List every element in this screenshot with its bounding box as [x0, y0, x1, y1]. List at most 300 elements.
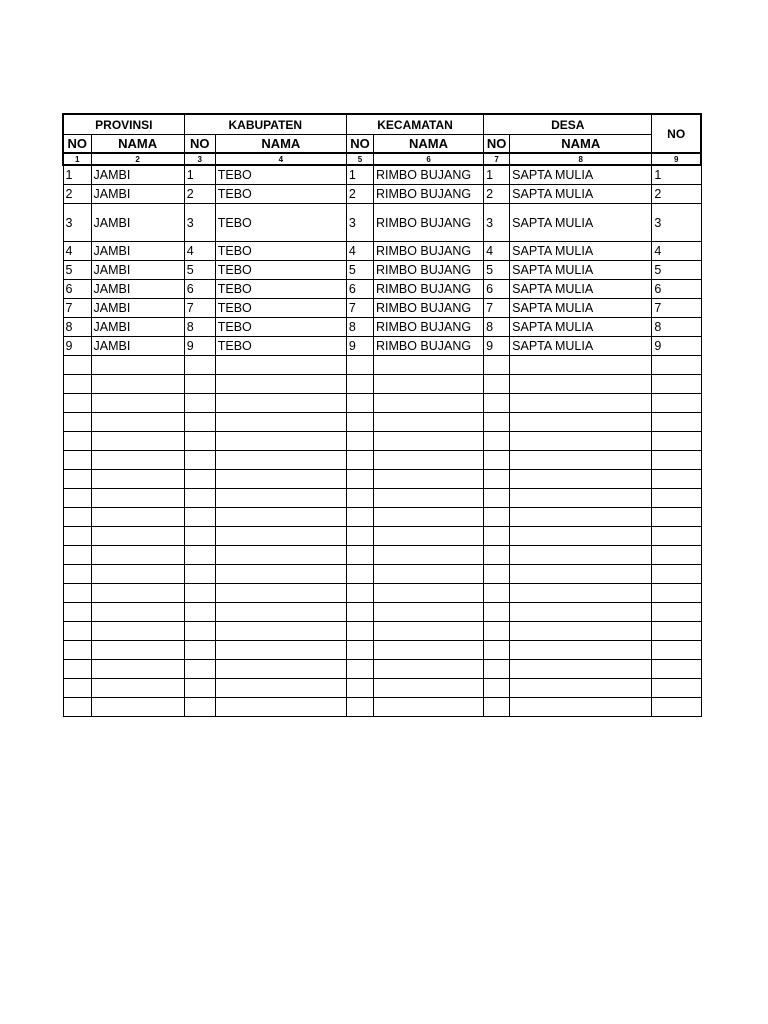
empty-cell	[63, 527, 91, 546]
empty-cell	[510, 622, 652, 641]
cell-nama-provinsi: JAMBI	[91, 318, 184, 337]
empty-cell	[215, 470, 346, 489]
cell-no-desa: 6	[484, 280, 510, 299]
empty-cell	[373, 641, 483, 660]
empty-cell	[91, 584, 184, 603]
empty-cell	[91, 394, 184, 413]
empty-cell	[373, 527, 483, 546]
empty-cell	[215, 584, 346, 603]
cell-nama-kecamatan: RIMBO BUJANG	[373, 242, 483, 261]
empty-cell	[63, 451, 91, 470]
header-index-row	[63, 153, 701, 165]
empty-cell	[346, 546, 373, 565]
empty-cell	[91, 375, 184, 394]
empty-row	[63, 546, 701, 565]
empty-cell	[215, 527, 346, 546]
empty-cell	[63, 489, 91, 508]
empty-cell	[215, 356, 346, 375]
empty-cell	[510, 375, 652, 394]
cell-nama-kecamatan: RIMBO BUJANG	[373, 318, 483, 337]
empty-cell	[63, 660, 91, 679]
empty-cell	[184, 451, 215, 470]
empty-cell	[215, 508, 346, 527]
header-nama-desa: NAMA	[510, 135, 652, 154]
cell-nama-kabupaten: TEBO	[215, 318, 346, 337]
table-row	[63, 185, 701, 204]
empty-cell	[652, 470, 701, 489]
cell-no-kabupaten: 3	[184, 204, 215, 242]
cell-nama-desa: SAPTA MULIA	[510, 318, 652, 337]
table-row	[63, 165, 701, 185]
empty-cell	[184, 603, 215, 622]
empty-cell	[373, 565, 483, 584]
cell-nama-kabupaten: TEBO	[215, 185, 346, 204]
empty-row	[63, 527, 701, 546]
empty-cell	[184, 413, 215, 432]
empty-cell	[215, 622, 346, 641]
cell-no-desa: 3	[484, 204, 510, 242]
empty-cell	[484, 679, 510, 698]
empty-cell	[63, 356, 91, 375]
cell-no-desa: 9	[484, 337, 510, 356]
empty-cell	[184, 489, 215, 508]
empty-cell	[510, 584, 652, 603]
empty-cell	[346, 698, 373, 717]
cell-no-provinsi: 8	[63, 318, 91, 337]
empty-cell	[373, 603, 483, 622]
empty-cell	[63, 508, 91, 527]
empty-cell	[63, 375, 91, 394]
cell-nama-desa: SAPTA MULIA	[510, 204, 652, 242]
empty-cell	[510, 356, 652, 375]
empty-cell	[215, 565, 346, 584]
cell-nama-desa: SAPTA MULIA	[510, 185, 652, 204]
cell-nama-kabupaten: TEBO	[215, 261, 346, 280]
header-no-kabupaten: NO	[184, 135, 215, 154]
empty-cell	[373, 698, 483, 717]
empty-cell	[184, 356, 215, 375]
empty-cell	[373, 470, 483, 489]
empty-cell	[373, 679, 483, 698]
empty-cell	[215, 698, 346, 717]
empty-row	[63, 698, 701, 717]
empty-cell	[346, 394, 373, 413]
empty-cell	[652, 413, 701, 432]
empty-row	[63, 413, 701, 432]
empty-cell	[63, 603, 91, 622]
empty-cell	[184, 584, 215, 603]
cell-no-provinsi: 5	[63, 261, 91, 280]
empty-cell	[484, 584, 510, 603]
cell-no-kecamatan: 4	[346, 242, 373, 261]
empty-row	[63, 622, 701, 641]
empty-cell	[484, 489, 510, 508]
cell-no-kecamatan: 5	[346, 261, 373, 280]
empty-cell	[91, 660, 184, 679]
empty-cell	[63, 698, 91, 717]
empty-cell	[215, 413, 346, 432]
empty-cell	[91, 413, 184, 432]
cell-no-provinsi: 4	[63, 242, 91, 261]
table-row	[63, 261, 701, 280]
cell-no-provinsi: 1	[63, 165, 91, 185]
header-group-row	[63, 114, 701, 135]
empty-cell	[215, 546, 346, 565]
empty-cell	[63, 679, 91, 698]
empty-cell	[510, 489, 652, 508]
cell-no-kecamatan: 3	[346, 204, 373, 242]
cell-nama-kecamatan: RIMBO BUJANG	[373, 280, 483, 299]
empty-cell	[91, 470, 184, 489]
empty-cell	[215, 679, 346, 698]
empty-cell	[373, 432, 483, 451]
empty-cell	[91, 603, 184, 622]
empty-cell	[184, 641, 215, 660]
empty-cell	[373, 584, 483, 603]
empty-cell	[91, 451, 184, 470]
column-index: 1	[63, 153, 91, 165]
cell-nama-desa: SAPTA MULIA	[510, 280, 652, 299]
empty-cell	[373, 508, 483, 527]
cell-no-kabupaten: 2	[184, 185, 215, 204]
empty-cell	[652, 622, 701, 641]
column-index: 2	[91, 153, 184, 165]
column-index: 7	[484, 153, 510, 165]
cell-no-desa: 5	[484, 261, 510, 280]
cell-no-kecamatan: 2	[346, 185, 373, 204]
empty-cell	[184, 375, 215, 394]
empty-cell	[215, 660, 346, 679]
empty-cell	[484, 527, 510, 546]
empty-cell	[510, 679, 652, 698]
header-nama-kecamatan: NAMA	[373, 135, 483, 154]
empty-cell	[63, 565, 91, 584]
empty-cell	[652, 508, 701, 527]
cell-nama-kecamatan: RIMBO BUJANG	[373, 299, 483, 318]
empty-cell	[652, 375, 701, 394]
cell-nama-desa: SAPTA MULIA	[510, 261, 652, 280]
cell-nama-provinsi: JAMBI	[91, 261, 184, 280]
cell-nama-provinsi: JAMBI	[91, 185, 184, 204]
cell-no: 5	[652, 261, 701, 280]
empty-cell	[346, 527, 373, 546]
empty-cell	[484, 432, 510, 451]
cell-nama-kecamatan: RIMBO BUJANG	[373, 185, 483, 204]
column-index: 8	[510, 153, 652, 165]
empty-row	[63, 394, 701, 413]
column-index: 4	[215, 153, 346, 165]
cell-no-provinsi: 3	[63, 204, 91, 242]
cell-no: 7	[652, 299, 701, 318]
empty-row	[63, 375, 701, 394]
header-no-last: NO	[652, 114, 701, 153]
empty-cell	[63, 413, 91, 432]
cell-nama-desa: SAPTA MULIA	[510, 242, 652, 261]
empty-cell	[373, 413, 483, 432]
empty-cell	[373, 622, 483, 641]
empty-cell	[510, 413, 652, 432]
cell-no-kabupaten: 8	[184, 318, 215, 337]
cell-nama-desa: SAPTA MULIA	[510, 299, 652, 318]
header-kecamatan: KECAMATAN	[346, 114, 483, 135]
empty-cell	[63, 641, 91, 660]
empty-row	[63, 641, 701, 660]
empty-cell	[652, 698, 701, 717]
empty-cell	[346, 622, 373, 641]
empty-cell	[215, 394, 346, 413]
cell-no-desa: 1	[484, 165, 510, 185]
empty-cell	[184, 679, 215, 698]
cell-no-desa: 2	[484, 185, 510, 204]
cell-nama-provinsi: JAMBI	[91, 204, 184, 242]
cell-no-provinsi: 6	[63, 280, 91, 299]
header-provinsi: PROVINSI	[63, 114, 184, 135]
empty-cell	[510, 470, 652, 489]
empty-cell	[215, 603, 346, 622]
cell-nama-kabupaten: TEBO	[215, 165, 346, 185]
empty-row	[63, 603, 701, 622]
empty-cell	[91, 489, 184, 508]
empty-cell	[510, 508, 652, 527]
empty-cell	[652, 356, 701, 375]
cell-no-kabupaten: 9	[184, 337, 215, 356]
empty-cell	[63, 470, 91, 489]
empty-row	[63, 432, 701, 451]
empty-cell	[484, 603, 510, 622]
header-desa: DESA	[484, 114, 652, 135]
empty-cell	[484, 451, 510, 470]
cell-nama-kecamatan: RIMBO BUJANG	[373, 204, 483, 242]
table-body	[63, 165, 701, 717]
empty-cell	[484, 413, 510, 432]
empty-cell	[91, 565, 184, 584]
empty-cell	[346, 584, 373, 603]
empty-cell	[346, 508, 373, 527]
empty-cell	[373, 356, 483, 375]
cell-no: 8	[652, 318, 701, 337]
cell-no: 1	[652, 165, 701, 185]
cell-nama-desa: SAPTA MULIA	[510, 165, 652, 185]
empty-cell	[652, 451, 701, 470]
empty-cell	[91, 527, 184, 546]
empty-cell	[91, 508, 184, 527]
empty-cell	[346, 413, 373, 432]
empty-cell	[63, 546, 91, 565]
empty-cell	[215, 641, 346, 660]
empty-cell	[373, 394, 483, 413]
empty-cell	[510, 698, 652, 717]
cell-no-kecamatan: 9	[346, 337, 373, 356]
table-row	[63, 280, 701, 299]
empty-cell	[184, 565, 215, 584]
empty-cell	[652, 584, 701, 603]
empty-cell	[184, 698, 215, 717]
empty-cell	[484, 565, 510, 584]
empty-cell	[510, 394, 652, 413]
empty-cell	[184, 394, 215, 413]
empty-cell	[484, 356, 510, 375]
cell-no-provinsi: 2	[63, 185, 91, 204]
empty-cell	[91, 356, 184, 375]
empty-cell	[373, 546, 483, 565]
column-index: 3	[184, 153, 215, 165]
empty-cell	[484, 546, 510, 565]
empty-cell	[652, 603, 701, 622]
empty-cell	[184, 508, 215, 527]
data-table	[62, 113, 702, 717]
empty-cell	[346, 432, 373, 451]
cell-nama-provinsi: JAMBI	[91, 280, 184, 299]
cell-nama-kabupaten: TEBO	[215, 204, 346, 242]
table-row	[63, 299, 701, 318]
empty-cell	[510, 451, 652, 470]
empty-cell	[373, 660, 483, 679]
empty-cell	[346, 489, 373, 508]
header-no-provinsi: NO	[63, 135, 91, 154]
empty-row	[63, 584, 701, 603]
empty-row	[63, 470, 701, 489]
cell-nama-provinsi: JAMBI	[91, 242, 184, 261]
cell-no-kabupaten: 1	[184, 165, 215, 185]
empty-cell	[652, 679, 701, 698]
empty-cell	[346, 603, 373, 622]
cell-no-kabupaten: 4	[184, 242, 215, 261]
cell-no-desa: 8	[484, 318, 510, 337]
cell-no: 2	[652, 185, 701, 204]
cell-nama-kabupaten: TEBO	[215, 337, 346, 356]
empty-cell	[652, 565, 701, 584]
cell-nama-kecamatan: RIMBO BUJANG	[373, 261, 483, 280]
empty-cell	[91, 546, 184, 565]
empty-row	[63, 508, 701, 527]
empty-cell	[346, 565, 373, 584]
empty-cell	[91, 622, 184, 641]
empty-cell	[484, 508, 510, 527]
table-header	[63, 114, 701, 165]
empty-cell	[484, 660, 510, 679]
cell-nama-provinsi: JAMBI	[91, 299, 184, 318]
empty-cell	[346, 375, 373, 394]
empty-cell	[63, 432, 91, 451]
cell-no-kabupaten: 5	[184, 261, 215, 280]
cell-no: 6	[652, 280, 701, 299]
cell-no-provinsi: 7	[63, 299, 91, 318]
header-no-desa: NO	[484, 135, 510, 154]
empty-cell	[484, 470, 510, 489]
cell-no-provinsi: 9	[63, 337, 91, 356]
empty-cell	[652, 432, 701, 451]
empty-row	[63, 660, 701, 679]
header-nama-provinsi: NAMA	[91, 135, 184, 154]
empty-cell	[215, 451, 346, 470]
cell-nama-provinsi: JAMBI	[91, 337, 184, 356]
empty-cell	[91, 698, 184, 717]
cell-no-kecamatan: 7	[346, 299, 373, 318]
cell-no-kabupaten: 6	[184, 280, 215, 299]
empty-cell	[184, 470, 215, 489]
empty-cell	[652, 489, 701, 508]
empty-row	[63, 679, 701, 698]
table-row	[63, 204, 701, 242]
cell-nama-kabupaten: TEBO	[215, 280, 346, 299]
cell-no-kecamatan: 6	[346, 280, 373, 299]
empty-cell	[215, 489, 346, 508]
empty-cell	[91, 641, 184, 660]
empty-cell	[510, 527, 652, 546]
cell-no: 9	[652, 337, 701, 356]
empty-cell	[373, 489, 483, 508]
empty-cell	[652, 641, 701, 660]
empty-cell	[91, 432, 184, 451]
cell-no-kecamatan: 8	[346, 318, 373, 337]
column-index: 5	[346, 153, 373, 165]
empty-cell	[484, 641, 510, 660]
cell-nama-kecamatan: RIMBO BUJANG	[373, 337, 483, 356]
empty-cell	[373, 451, 483, 470]
empty-cell	[346, 451, 373, 470]
header-no-kecamatan: NO	[346, 135, 373, 154]
empty-cell	[652, 527, 701, 546]
empty-cell	[652, 546, 701, 565]
empty-cell	[184, 432, 215, 451]
empty-cell	[63, 584, 91, 603]
cell-no-kabupaten: 7	[184, 299, 215, 318]
empty-cell	[184, 527, 215, 546]
empty-cell	[510, 546, 652, 565]
empty-cell	[484, 375, 510, 394]
empty-cell	[484, 394, 510, 413]
table-row	[63, 318, 701, 337]
empty-cell	[484, 698, 510, 717]
empty-cell	[484, 622, 510, 641]
empty-cell	[652, 394, 701, 413]
column-index: 6	[373, 153, 483, 165]
empty-cell	[510, 603, 652, 622]
header-nama-kabupaten: NAMA	[215, 135, 346, 154]
empty-row	[63, 356, 701, 375]
empty-row	[63, 565, 701, 584]
empty-cell	[91, 679, 184, 698]
empty-cell	[510, 432, 652, 451]
table-row	[63, 337, 701, 356]
empty-cell	[346, 679, 373, 698]
cell-no-desa: 4	[484, 242, 510, 261]
column-index: 9	[652, 153, 701, 165]
empty-cell	[373, 375, 483, 394]
header-sub-row	[63, 135, 701, 154]
empty-row	[63, 451, 701, 470]
empty-cell	[510, 641, 652, 660]
empty-cell	[215, 432, 346, 451]
empty-cell	[63, 394, 91, 413]
cell-no: 3	[652, 204, 701, 242]
empty-cell	[510, 660, 652, 679]
empty-cell	[510, 565, 652, 584]
cell-no: 4	[652, 242, 701, 261]
cell-nama-kabupaten: TEBO	[215, 299, 346, 318]
empty-cell	[184, 546, 215, 565]
empty-cell	[346, 660, 373, 679]
empty-cell	[346, 641, 373, 660]
table-row	[63, 242, 701, 261]
empty-cell	[63, 622, 91, 641]
cell-no-kecamatan: 1	[346, 165, 373, 185]
header-kabupaten: KABUPATEN	[184, 114, 346, 135]
cell-nama-desa: SAPTA MULIA	[510, 337, 652, 356]
empty-cell	[652, 660, 701, 679]
empty-cell	[184, 622, 215, 641]
empty-cell	[346, 356, 373, 375]
